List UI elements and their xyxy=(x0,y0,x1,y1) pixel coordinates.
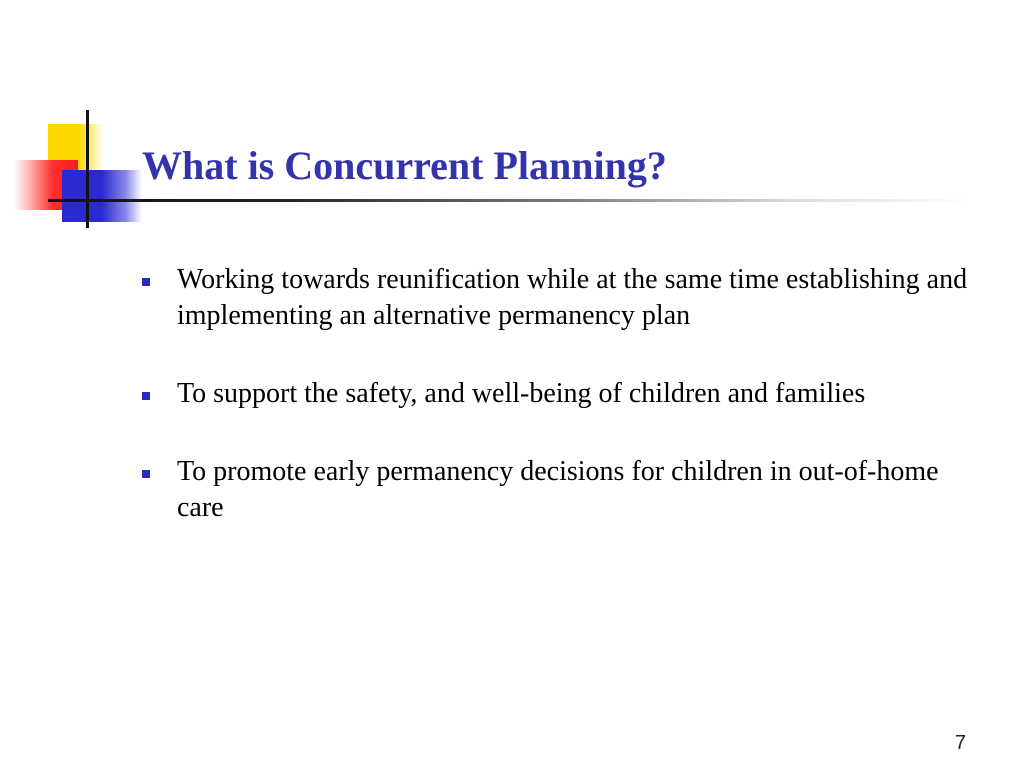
bullet-text-2: To support the safety, and well-being of children and families xyxy=(177,378,866,409)
square-bullet-icon xyxy=(142,470,150,478)
bullet-text-3: To promote early permanency decisions for children in out-of-home care xyxy=(177,456,939,523)
bullet-text-1: Working towards reunification while at the same time establishing and implementing an alternative permanency plan xyxy=(177,264,968,331)
bullet-item-1 xyxy=(140,262,980,334)
slide-title: What is Concurrent Planning? xyxy=(142,143,667,188)
square-bullet-icon xyxy=(142,392,150,400)
square-bullet-icon xyxy=(142,278,150,286)
logo-blue-square xyxy=(62,170,142,222)
logo-vertical-line xyxy=(86,110,89,228)
page-number: 7 xyxy=(954,732,966,754)
bullet-item-3 xyxy=(140,454,980,526)
bullet-list xyxy=(140,262,980,568)
bullet-item-2 xyxy=(140,376,980,412)
title-underline xyxy=(48,199,968,202)
